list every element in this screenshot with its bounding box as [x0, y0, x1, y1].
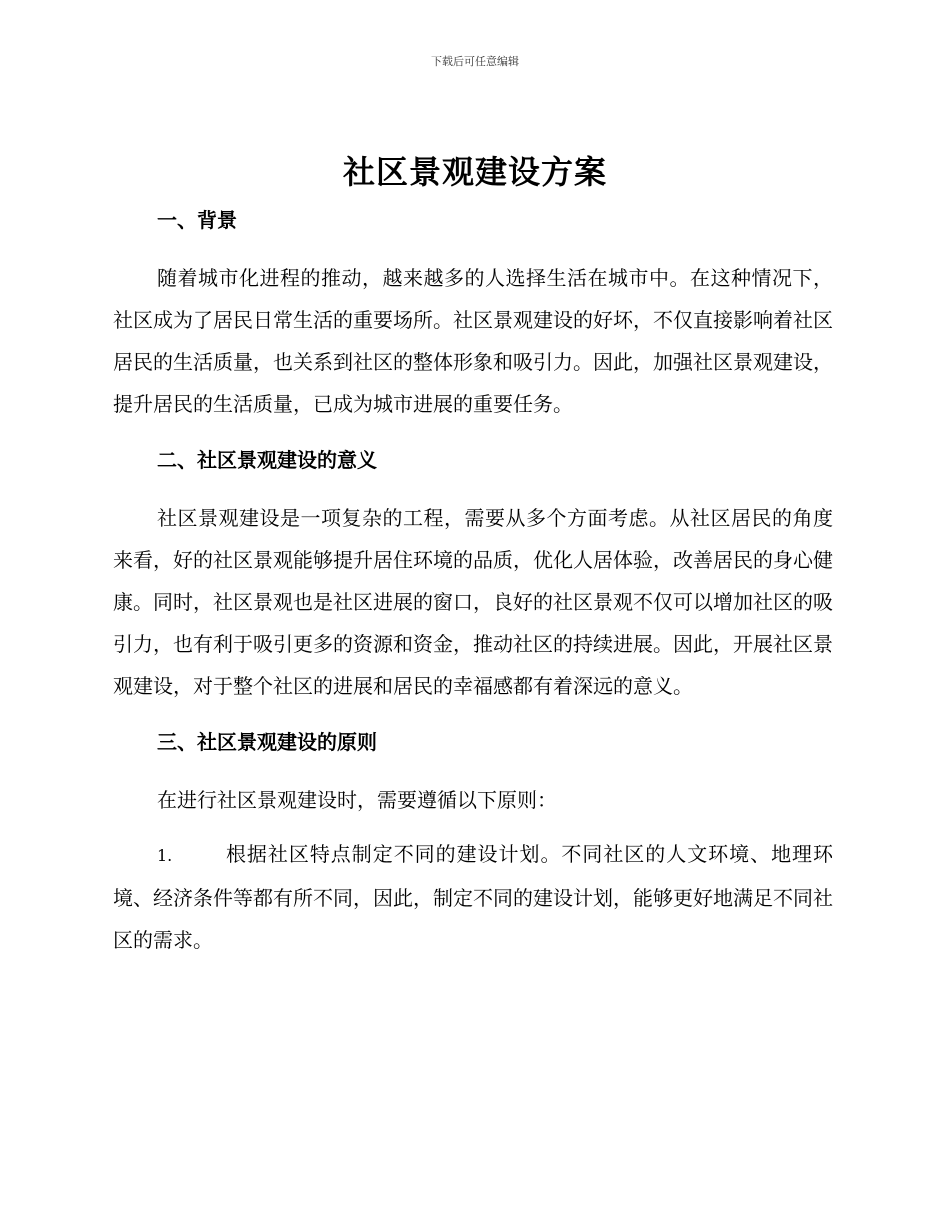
document-title: 社区景观建设方案: [342, 153, 607, 191]
section-heading-significance: 二、社区景观建设的意义: [157, 448, 377, 472]
list-item-number: 1.: [157, 846, 173, 865]
section-heading-principles: 三、社区景观建设的原则: [157, 730, 377, 754]
document-body: [113, 203, 833, 961]
page-header-note: 下载后可任意编辑: [431, 55, 519, 68]
section-paragraph: 在进行社区景观建设时，需要遵循以下原则：: [157, 788, 557, 812]
list-item-text: 根据社区特点制定不同的建设计划。不同社区的人文环境、地理环境、经济条件等都有所不同，因此，制定不同的建设计划，能够更好地满足不同社区的需求。: [113, 842, 833, 952]
section-paragraph: 随着城市化进程的推动，越来越多的人选择生活在城市中。在这种情况下，社区成为了居民日常生活的重要场所。社区景观建设的好坏，不仅直接影响着社区居民的生活质量，也关系到社区的整体形象和吸引力。因此，加强社区景观建设，提升居民的生活质量，已成为城市进展的重要任务。: [113, 266, 833, 416]
list-item: [113, 833, 833, 961]
section-paragraph: 社区景观建设是一项复杂的工程，需要从多个方面考虑。从社区居民的角度来看，好的社区景观能够提升居住环境的品质，优化人居体验，改善居民的身心健康。同时，社区景观也是社区进展的窗口，良好的社区景观不仅可以增加社区的吸引力，也有利于吸引更多的资源和资金，推动社区的持续进展。因此，开展社区景观建设，对于整个社区的进展和居民的幸福感都有着深远的意义。: [113, 506, 833, 698]
section-heading-background: 一、背景: [157, 208, 237, 232]
